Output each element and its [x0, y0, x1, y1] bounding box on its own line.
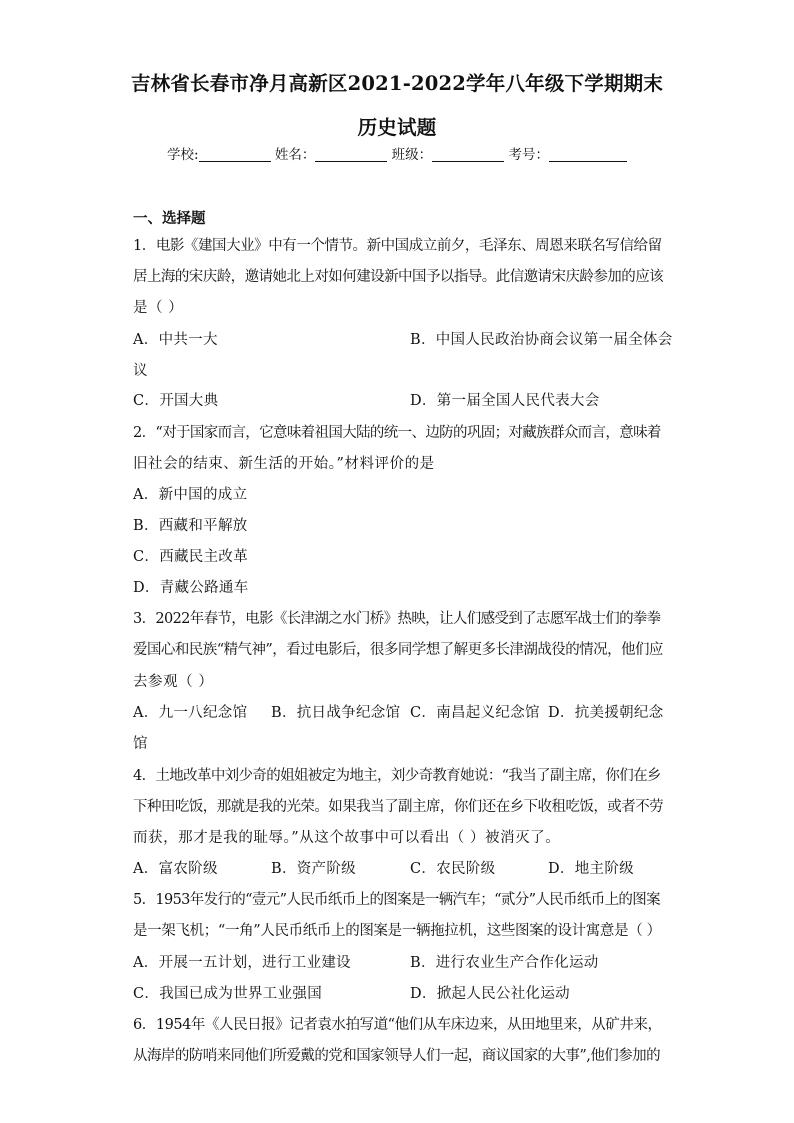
question-1-line-3: 是（ ） [133, 300, 184, 316]
name-blank[interactable] [315, 147, 387, 162]
school-label: 学校: [167, 147, 199, 163]
question-5-line-1: 5．1953年发行的“壹元”人民币纸币上的图案是一辆汽车；“贰分”人民币纸币上的图案 [133, 892, 660, 908]
question-4-line-3: 而获，那才是我的耻辱。”从这个故事中可以看出（ ）被消灭了。 [133, 830, 561, 846]
question-1-option-b-continued: 议 [133, 363, 148, 379]
question-4-option-c: C．农民阶级 [410, 861, 496, 877]
question-1-option-a: A．中共一大 [133, 332, 218, 348]
question-3-line-3: 去参观（ ） [133, 674, 214, 690]
question-5-line-2: 是一架飞机；“一角”人民币纸币上的图案是一辆拖拉机，这些图案的设计寓意是（ ） [133, 923, 661, 939]
question-2-option-a: A．新中国的成立 [133, 487, 248, 503]
question-6-line-1: 6．1954年《人民日报》记者袁水拍写道“他们从车床边来，从田地里来，从矿井来， [133, 1017, 662, 1033]
question-1-line-1: 1．电影《建国大业》中有一个情节。新中国成立前夕，毛泽东、周恩来联名写信给留 [133, 238, 662, 254]
section-heading: 一、选择题 [133, 210, 206, 227]
question-2-option-b: B．西藏和平解放 [133, 518, 248, 534]
question-2-option-c: C．西藏民主改革 [133, 549, 248, 565]
class-label: 班级： [391, 147, 433, 163]
exam-number-blank[interactable] [549, 147, 627, 162]
question-3-option-d: D．抗美援朝纪念 [548, 705, 664, 721]
question-4-option-b: B．资产阶级 [271, 861, 356, 877]
question-4-option-d: D．地主阶级 [548, 861, 634, 877]
question-2-option-d: D．青藏公路通车 [133, 580, 249, 596]
school-blank[interactable] [199, 147, 271, 162]
question-3-option-a: A．九一八纪念馆 [133, 705, 248, 721]
question-4-option-a: A．富农阶级 [133, 861, 218, 877]
question-5-option-c: C．我国已成为世界工业强国 [133, 986, 322, 1002]
question-3-option-b: B．抗日战争纪念馆 [271, 705, 401, 721]
question-4-line-2: 下种田吃饭，那就是我的光荣。如果我当了副主席，你们还在乡下收租吃饭，或者不劳 [133, 799, 664, 815]
question-1-option-b: B．中国人民政治协商会议第一届全体会 [410, 332, 673, 348]
question-4-line-1: 4．土地改革中刘少奇的姐姐被定为地主，刘少奇教育她说：“我当了副主席，你们在乡 [133, 768, 661, 784]
exam-title-line2: 历史试题 [357, 116, 437, 139]
question-3-option-c: C．南昌起义纪念馆 [410, 705, 540, 721]
question-2-line-2: 旧社会的结束、新生活的开始。”材料评价的是 [133, 456, 435, 472]
question-5-option-a: A．开展一五计划，进行工业建设 [133, 955, 351, 971]
student-info-row [0, 143, 794, 163]
question-3-line-2: 爱国心和民族“精气神”，看过电影后，很多同学想了解更多长津湖战役的情况，他们应 [133, 642, 663, 658]
question-2-line-1: 2．“对于国家而言，它意味着祖国大陆的统一、边防的巩固；对藏族群众而言，意味着 [133, 425, 661, 441]
question-1-option-d: D．第一届全国人民代表大会 [410, 393, 600, 409]
question-6-line-2: 从海岸的防哨来同他们所爱戴的党和国家领导人们一起，商议国家的大事”,他们参加的 [133, 1048, 661, 1064]
question-5-option-d: D．掀起人民公社化运动 [410, 986, 570, 1002]
question-1-option-c: C．开国大典 [133, 393, 219, 409]
class-blank[interactable] [432, 147, 504, 162]
question-1-line-2: 居上海的宋庆龄，邀请她北上对如何建设新中国予以指导。此信邀请宋庆龄参加的应该 [133, 269, 664, 285]
question-3-option-d-continued: 馆 [133, 736, 148, 752]
exam-title-line1: 吉林省长春市净月高新区2021-2022学年八年级下学期期末 [130, 72, 664, 95]
question-3-line-1: 3．2022年春节，电影《长津湖之水门桥》热映，让人们感受到了志愿军战士们的拳拳 [133, 611, 661, 627]
question-5-option-b: B．进行农业生产合作化运动 [410, 955, 599, 971]
exam-number-label: 考号： [508, 147, 549, 163]
name-label: 姓名： [274, 147, 316, 163]
